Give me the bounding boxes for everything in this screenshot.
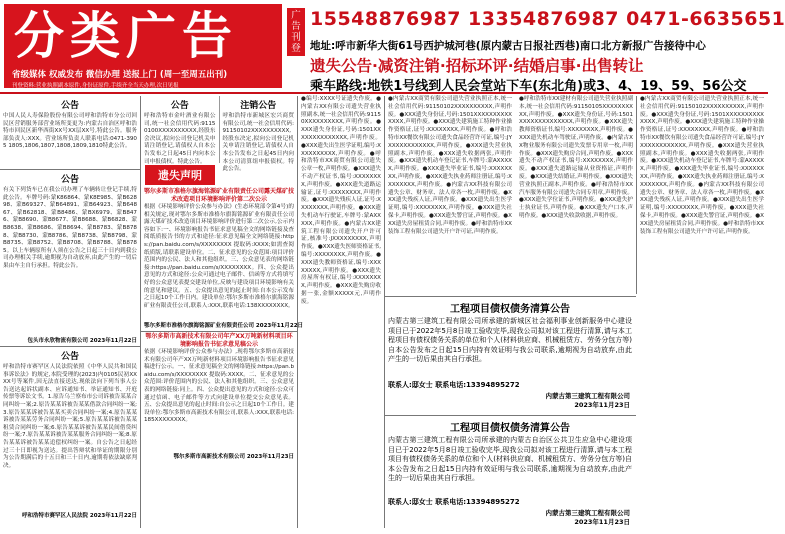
column-3 bbox=[298, 96, 385, 528]
masthead-note: 刊登资料:营业执照副本原件,身份证原件,手续齐全当天办理,次日见报 bbox=[12, 83, 179, 89]
notice-headline: 鄂尔多斯市高新技术有限公司年产XX万吨新材料项目环境影响报告书征求意见稿公示 bbox=[145, 333, 293, 348]
debt-notice-title: 工程项目债权债务清算公告 bbox=[450, 423, 570, 434]
side-tag: 广告刊登 bbox=[287, 8, 305, 56]
masthead-title: 分类广告 bbox=[14, 6, 238, 65]
lost-notice-banner: 遗失声明 bbox=[145, 165, 215, 185]
notice-title: 公告 bbox=[170, 101, 189, 111]
notice-text: 有关下列货车已在我公司办理了车辆转让登记手续,特此公告。车牌号码:蒙K86864、蒙K8E985、蒙B62898、蒙B69327、蒙B64891、蒙B64923、蒙B64867、蒙B62818、蒙B8486、蒙BX6979、蒙B8476、蒙B8690、蒙B8677、蒙B8688、蒙B6828、蒙B8638、蒙B8686、蒙B8694、蒙B8783、蒙B8788、蒙B8730、蒙B8786、蒙B8738、蒙B8798、蒙B8735、蒙B8752、蒙B8708、蒙B8788、蒙B8785。以上车辆原所有人须在公告之日起三十日内到我公司办理相关手续,逾期视为自动放弃,由此产生的一切后果由车主自行承担。特此公告。 bbox=[3, 187, 137, 269]
notice-text: 中国人民人寿保险股份有限公司呼和浩特市分公司回民区营销服务部营业场所变更为:内蒙古自治区呼和浩特市回民区新华西街XX号XX层XX号,特此公告。服务部负责人:XXX。营业场所负责人联系电话:0471-3905 1805,1806,1807,1808,1809,1810特此公告。 bbox=[3, 113, 137, 150]
debt-notice bbox=[384, 296, 636, 415]
contact-phones: 15548876987 13354876987 0471-6635651 bbox=[310, 8, 785, 30]
column-5 bbox=[516, 96, 637, 294]
debt-notice-company: 内蒙古第三建筑工程有限公司 bbox=[545, 392, 630, 400]
notice-text: 呼和浩特市金叶酒业有限公司,统一社会信用代码:91150100XXXXXXXXXX,经股东会决议,拟向公司登记机关申请注销登记,请债权人自本公告发布之日起45日内向本公司申报债权。特此公告。 bbox=[144, 113, 216, 165]
ad-categories: 遗失公告·减资注销·招标环评·结婚启事·出售转让 bbox=[310, 57, 644, 75]
notice-signature: 呼和浩特市赛罕区人民法院 2023年11月22日 bbox=[21, 513, 137, 519]
column-2 bbox=[141, 96, 304, 528]
debt-notice-company: 内蒙古第三建筑工程有限公司 bbox=[545, 509, 630, 517]
notice-text: 根据《环境影响评价公众参与办法》(生态环境部令第4号)的相关规定,现对鄂尔多斯市准格尔旗海铭源矿业有限责任公司露天煤矿技术改造项目环境影响评价进行第二次公示,公示内容如下:一、环境影响报告书征求意见稿全文的网络链接及查阅纸质报告书的方式和途径:征求意见稿全文网络链接:https://pan.baidu.com/s/XXXXXXXX 提取码:XXXX;如需查阅纸质版,请联系建设单位。二、征求意见的公众范围:项目评价范围内的公民、法人和其他组织。三、公众意见表的网络链接:https://pan.baidu.com/s/XXXXXXXX。四、公众提出意见的方式和途径:公众可通过电子邮件、信函等方式将填写好的公众意见表提交建设单位,反映与建设项目环境影响有关的意见和建议。五、公众提出意见的起止时间:自本公示发布之日起10个工作日内。建设单位:鄂尔多斯市准格尔旗海铭源矿业有限责任公司,联系人:XXX,联系电话:138XXXXXXXX。 bbox=[144, 204, 294, 309]
masthead-logo bbox=[4, 4, 282, 88]
notice-text: 呼和浩特市新城区宏兴商贸有限公司,统一社会信用代码:91150102XXXXXXXXXX,经股东决定,拟向公司登记机关申请注销登记,请债权人自本公告发布之日起45日内向本公司清算组申报债权。特此公告。 bbox=[222, 113, 294, 173]
notice-title: 注销公告 bbox=[240, 101, 277, 111]
notice-text: 呼和浩特市赛罕区人民法院依照《中华人民共和国民事诉讼法》的规定,本院受理的(2023)内0105民初XXXX号等案件,因无法直接送达,现依法向下列当事人公告送达起诉状副本、应诉通知书、举证通知书、开庭传票等诉讼文书。1.原告乌兰察布市公司诉被告某某合同纠纷一案;2.原告某某诉被告某某借款合同纠纷一案;3.原告某某诉被告某某买卖合同纠纷一案;4.原告某某诉被告某某劳务合同纠纷一案;5.原告某某诉被告某某租赁合同纠纷一案;6.原告某某诉被告某某民间借贷纠纷一案;7.原告某某诉被告某某服务合同纠纷一案;8.原告某某诉被告某某追偿权纠纷一案。自公告之日起经过三十日即视为送达。提出答辩状和举证的期限分别为公告期满后的十五日和三十日内,逾期将依法缺席判决。 bbox=[3, 364, 137, 469]
debt-notice-date: 2023年11月23日 bbox=[574, 518, 630, 526]
contact-address: 地址:呼市新华大街61号西护城河巷(原内蒙古日报社西巷)南口北方新报广告接待中心 bbox=[310, 40, 706, 52]
debt-notice-title: 工程项目债权债务清算公告 bbox=[450, 304, 570, 315]
notice-title: 公告 bbox=[60, 101, 79, 111]
notice-text: 依据《环境影响评价公众参与办法》,现将鄂尔多斯市高新技术有限公司年产XX万吨新材料项目环境影响报告书征求意见稿进行公示。一、征求意见稿全文的网络链接:https://pan.baidu.com/s/XXXXXXXX 提取码:XXXX。二、征求意见的公众范围:评价范围内的公民、法人和其他组织。三、公众意见表的网络链接:同上。四、公众提出意见的方式和途径:公众可通过信函、电子邮件等方式向建设单位提交公众意见表。五、公众提出意见的起止时间:自公示之日起10个工作日。建设单位:鄂尔多斯市高新技术有限公司,联系人:XXX,联系电话:185XXXXXXXX。 bbox=[144, 349, 294, 424]
notice-title: 公告 bbox=[60, 175, 79, 185]
notice-title: 公告 bbox=[60, 352, 79, 362]
debt-notice-date: 2023年11月23日 bbox=[574, 401, 630, 409]
column-1 bbox=[0, 96, 141, 528]
classified-list: ●内蒙古XX商贸有限公司遗失营业执照正本,统一社会信用代码:91150102XXXXXXXXXX,声明作废。●XXX遗失身份证,号码:1501XXXXXXXXXXXXXX,声明作废。●XXX遗失建筑施工特种作业操作资格证,证号:XXXXXXXX,声明作废。●呼和浩特市XX餐饮有限公司遗失食品经营许可证,编号:JYXXXXXXXXXXXX,声明作废。●XXX遗失营业执照副本,声明作废。●XXX遗失收据两张,声明作废。●XXX遗失机动车登记证书,车牌号:蒙AXXXXX,声明作废。●XXX遗失毕业证书,编号:XXXXXXXX,声明作废。●XXX遗失执业药师注册证,编号:XXXXXXXX,声明作废。●内蒙古XX科技有限公司遗失公章、财务章、法人章各一枚,声明作废。●XXX遗失残疾人证,声明作废。●XXX遗失出生医学证明,编号:XXXXXXXX,声明作废。●XXX遗失社保卡,声明作废。●XXX遗失警官证,声明作废。●XXX遗失房屋租赁合同,声明作废。●呼和浩特市XX装饰工程有限公司遗失开户许可证,声明作废。 bbox=[640, 96, 764, 235]
debt-notice-text: 内蒙古第三建筑工程有限公司所承建的内蒙古自治区公共卫生应急中心建设项目已于2022年5月8日竣工验收完毕,现我公司拟对该工程进行清算,请与本工程项目有债权债务关系的单位和个人(材料供应商、机械租赁方、劳务分包方等)自本公告发布之日起15日内持有效证明与我公司联系,逾期视为自动放弃,由此产生的一切后果由其自行承担。 bbox=[388, 436, 632, 483]
debt-notice-contact: 联系人:邸女士 联系电话:13394895272 bbox=[388, 381, 520, 389]
masthead bbox=[0, 0, 785, 94]
masthead-slogan: 省级媒体 权威发布 微信办理 送报上门 (周一至周五出刊) bbox=[12, 70, 228, 80]
debt-notice-contact: 联系人:邸女士 联系电话:13394895272 bbox=[388, 498, 520, 506]
bus-route: 乘车路线:地铁1号线到人民会堂站下车(东北角)或3、4、19、59、56公交 bbox=[310, 79, 747, 94]
notice-signature: 包头市永欣物流有限公司 2023年11月22日 bbox=[27, 338, 137, 344]
debt-notice bbox=[384, 415, 636, 532]
notice-signature: 鄂尔多斯市准格尔旗海铭源矿业有限责任公司 2023年11月22日 bbox=[144, 323, 304, 329]
column-6 bbox=[637, 96, 767, 528]
notice-headline: 鄂尔多斯市准格尔旗海铭源矿业有限责任公司露天煤矿技术改造项目环境影响评价第二次公示 bbox=[144, 188, 295, 203]
debt-notice-text: 内蒙古第三建筑工程有限公司所承建的新城区社会福利事业创新服务中心建设项目已于2022年5月8日竣工验收完毕,现我公司拟对该工程进行清算,请与本工程项目有债权债务关系的单位和个人(材料供应商、机械租赁方、劳务分包方等)自本公告发布之日起15日内持有效证明与我公司联系,逾期视为自动放弃,由此产生的一切后果由其自行承担。 bbox=[388, 317, 632, 364]
notice-signature: 鄂尔多斯市高新技术有限公司 2023年11月23日 bbox=[173, 454, 294, 460]
classified-list: ●呼和浩特市XX建材有限公司遗失营业执照副本,统一社会信用代码:91150105XXXXXXXXXX,声明作废。●XXX遗失身份证,号码:1501XXXXXXXXXXXXXX,声明作废。●XXX遗失教师资格证书,编号:XXXXXXXX,声明作废。●XXX遗失机动车驾驶证,声明作废。●内蒙古XX物业服务有限公司遗失发票专用章一枚,声明作废。●XXX遗失购房合同,声明作废。●XXX遗失不动产权证书,编号:XXXXXXXX,声明作废。●XXX遗失道路运输从业资格证,声明作废。●XXX遗失结婚证,声明作废。●XXX遗失营业执照正副本,声明作废。●呼和浩特市XX汽车服务有限公司遗失合同专用章,声明作废。●XXX遗失学位证书,声明作废。●XXX遗失护士执业证书,声明作废。●XXX遗失户口本,声明作废。●XXX遗失收款收据,声明作废。 bbox=[519, 96, 633, 219]
classified-list: ●内蒙古XX商贸有限公司遗失营业执照正本,统一社会信用代码:91150102XXXXXXXXXX,声明作废。●XXX遗失身份证,号码:1501XXXXXXXXXXXXXX,声明作废。●XXX遗失建筑施工特种作业操作资格证,证号:XXXXXXXX,声明作废。●呼和浩特市XX餐饮有限公司遗失食品经营许可证,编号:JYXXXXXXXXXXXX,声明作废。●XXX遗失营业执照副本,声明作废。●XXX遗失收据两张,声明作废。●XXX遗失机动车登记证书,车牌号:蒙AXXXXX,声明作废。●XXX遗失毕业证书,编号:XXXXXXXX,声明作废。●XXX遗失执业药师注册证,编号:XXXXXXXX,声明作废。●内蒙古XX科技有限公司遗失公章、财务章、法人章各一枚,声明作废。●XXX遗失残疾人证,声明作废。●XXX遗失出生医学证明,编号:XXXXXXXX,声明作废。●XXX遗失社保卡,声明作废。●XXX遗失警官证,声明作废。●XXX遗失房屋租赁合同,声明作废。●呼和浩特市XX装饰工程有限公司遗失开户许可证,声明作废。 bbox=[388, 96, 512, 235]
classified-list: ●编号:XXXX号证遗失作废。●内蒙古XX有限公司遗失营业执照副本,统一社会信用代码:91150XXXXXXXXXX,声明作废。●XXX遗失身份证,号码:1501XXXXXXXXXXXXXX,声明作废。●XXX遗失出生医学证明,编号:XXXXXXXXXX,声明作废。●呼和浩特市XX商贸有限公司遗失公章一枚,声明作废。●XXX遗失不动产权证书,编号:XXXXXXXX,声明作废。●XXX遗失道路运输证,证号:XXXXXXXX,声明作废。●XXX遗失残疾人证,证号:XXXXXXXX,声明作废。●XXX遗失机动车行驶证,车牌号:蒙AXXXXX,声明作废。●内蒙古XX建筑工程有限公司遗失开户许可证,核准号:JXXXXXXXXX,声明作废。●XXX遗失医师资格证书,编号:XXXXXXXX,声明作废。●XXX遗失教师资格证,编号:XXXXXXXX,声明作废。●XXX遗失房屋所有权证,编号:XXXXXXXX,声明作废。●XXX遗失购房收据一张,金额XXXXX元,声明作废。 bbox=[301, 96, 381, 305]
